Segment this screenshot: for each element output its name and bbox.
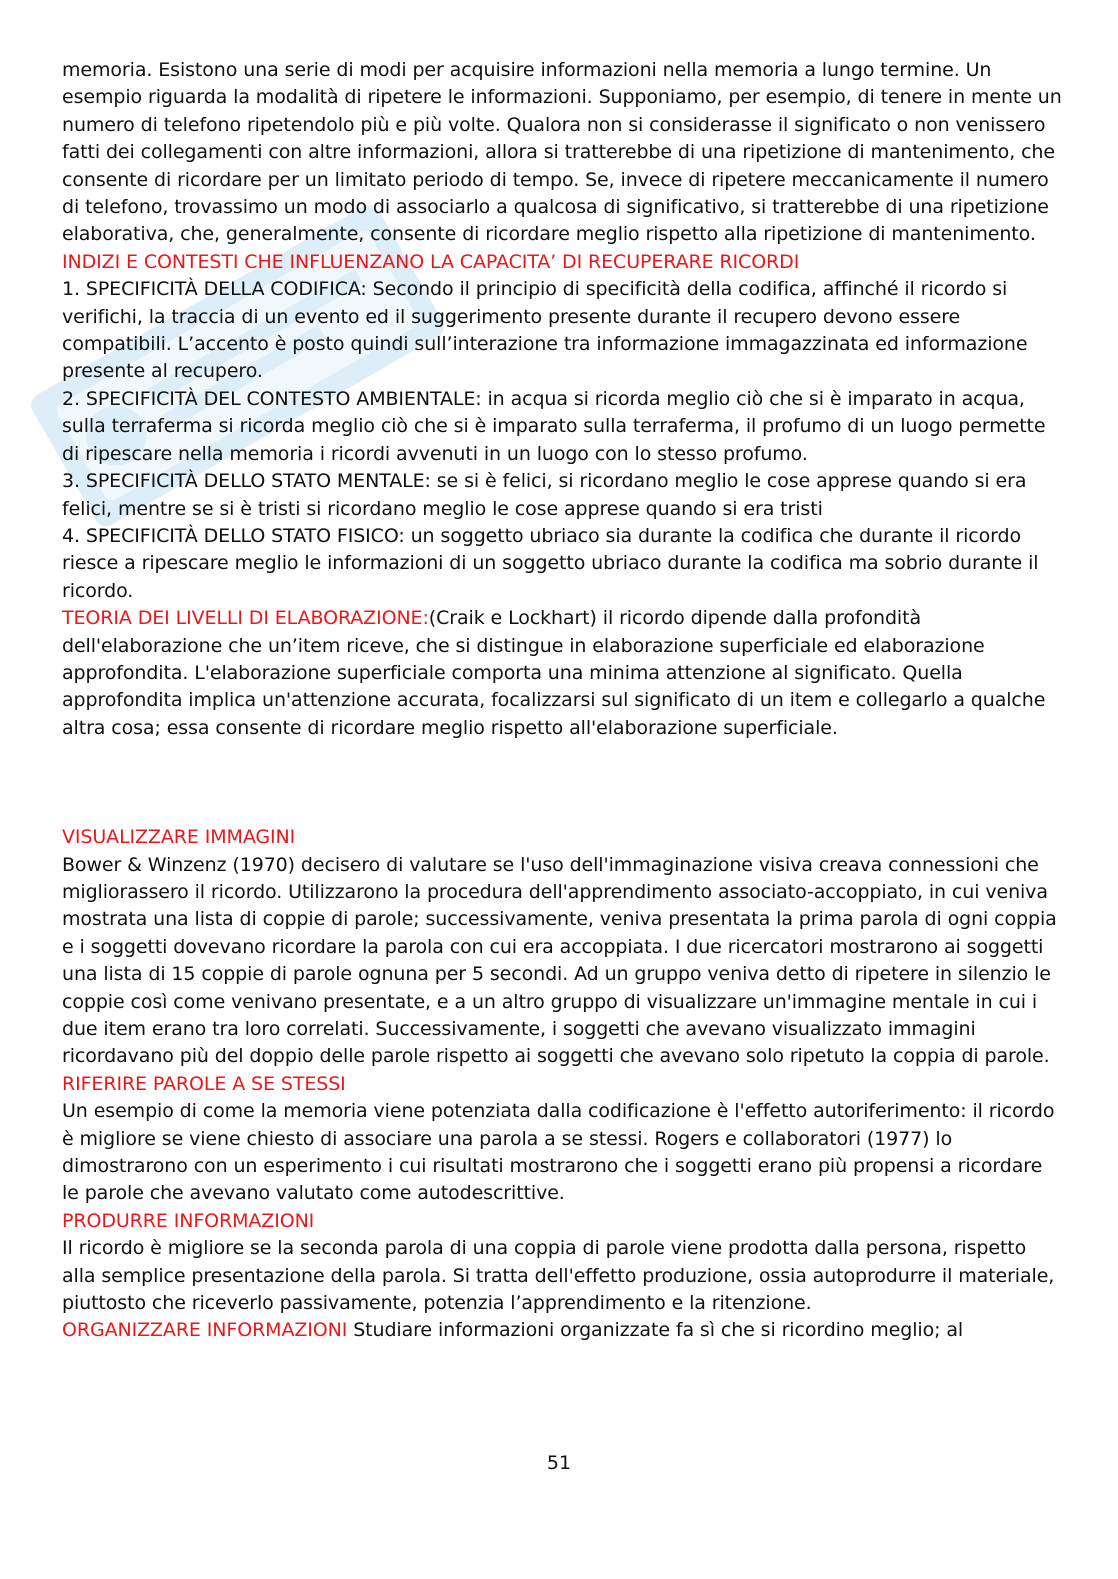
list-item-specificita-codifica: 1. SPECIFICITÀ DELLA CODIFICA: Secondo il principio di specificità della codifica, affinché il ricordo si verifichi, la traccia di un evento ed il suggerimento presente durante il recupero devono essere compatibili. L’accento è posto quindi sull’interazione tra informazione immagazzinata ed informazione presente al recupero.: [62, 278, 1028, 383]
paragraph-produrre: Il ricordo è migliore se la seconda parola di una coppia di parole viene prodotta dalla persona, rispetto alla semplice presentazione della parola. Si tratta dell'effetto produzione, ossia autoprodurre il materiale, piuttosto che riceverlo passivamente, potenzia l’apprendimento e la ritenzione.: [62, 1237, 1055, 1315]
blank-space: [62, 742, 1062, 824]
list-item-specificita-contesto: 2. SPECIFICITÀ DEL CONTESTO AMBIENTALE: in acqua si ricorda meglio ciò che si è imparato in acqua, sulla terraferma si ricorda meglio ciò che si è imparato sulla terraferma, il profumo di un luogo permette di ripescare nella memoria i ricordi avvenuti in un luogo con lo stesso profumo.: [62, 387, 1046, 465]
page-number: 51: [546, 1452, 572, 1474]
organizzare-text: Studiare informazioni organizzate fa sì che si ricordino meglio; al: [347, 1319, 964, 1342]
paragraph-visualizzare: Bower & Winzenz (1970) decisero di valutare se l'uso dell'immaginazione visiva creava connessioni che migliorassero il ricordo. Utilizzarono la procedura dell'apprendimento associato-accoppiato, in cui veniva mostrata una lista di coppie di parole; successivamente, veniva presentata la prima parola di ogni coppia e i soggetti dovevano ricordare la parola con cui era accoppiata. I due ricercatori mostrarono ai soggetti una lista di 15 coppie di parole ognuna per 5 secondi. Ad un gruppo veniva detto di ripetere in silenzio le coppie così come venivano presentate, e a un altro gruppo di visualizzare un'immagine mentale in cui i due item erano tra loro correlati. Successivamente, i soggetti che avevano visualizzato immagini ricordavano più del doppio delle parole rispetto ai soggetti che avevano solo ripetuto la coppia di parole.: [62, 853, 1057, 1068]
heading-visualizzare-immagini: VISUALIZZARE IMMAGINI: [62, 826, 296, 849]
paragraph-organizzare: [62, 1317, 1062, 1344]
heading-organizzare-informazioni: ORGANIZZARE INFORMAZIONI: [62, 1319, 348, 1342]
paragraph-livelli-elaborazione: [62, 605, 1062, 742]
list-item-specificita-stato-mentale: 3. SPECIFICITÀ DELLO STATO MENTALE: se si è felici, si ricordano meglio le cose apprese quando si era felici, mentre se si è tristi si ricordano meglio le cose apprese quando si era tristi: [62, 470, 1027, 520]
heading-indizi-contesti: INDIZI E CONTESTI CHE INFLUENZANO LA CAPACITA’ DI RECUPERARE RICORDI: [62, 250, 800, 273]
heading-livelli-elaborazione: TEORIA DEI LIVELLI DI ELABORAZIONE:: [62, 607, 429, 630]
heading-riferire-parole: RIFERIRE PAROLE A SE STESSI: [62, 1072, 346, 1095]
heading-produrre-informazioni: PRODURRE INFORMAZIONI: [62, 1209, 315, 1232]
paragraph-intro: memoria. Esistono una serie di modi per acquisire informazioni nella memoria a lungo termine. Un esempio riguarda la modalità di ripetere le informazioni. Supponiamo, per esempio, di tenere in mente un numero di telefono ripetendolo più e più volte. Qualora non si considerasse il significato o non venissero fatti dei collegamenti con altre informazioni, allora si tratterebbe di una ripetizione di mantenimento, che consente di ricordare per un limitato periodo di tempo. Se, invece di ripetere meccanicamente il numero di telefono, trovassimo un modo di associarlo a qualcosa di significativo, si tratterebbe di una ripetizione elaborativa, che, generalmente, consente di ricordare meglio rispetto alla ripetizione di mantenimento.: [62, 59, 1062, 246]
list-item-specificita-stato-fisico: 4. SPECIFICITÀ DELLO STATO FISICO: un soggetto ubriaco sia durante la codifica che durante il ricordo riesce a ripescare meglio le informazioni di un soggetto ubriaco durante la codifica ma sobrio durante il ricordo.: [62, 524, 1039, 602]
livelli-text: (Craik e Lockhart) il ricordo dipende dalla profondità dell'elaborazione che un’item riceve, che si distingue in elaborazione superficiale ed elaborazione approfondita. L'elaborazione superficiale comporta una minima attenzione al significato. Quella approfondita implica un'attenzione accurata, focalizzarsi sul significato di un item e collegarlo a qualche altra cosa; essa consente di ricordare meglio rispetto all'elaborazione superficiale.: [62, 607, 1046, 739]
document-body: [62, 57, 1062, 1345]
paragraph-riferire: Un esempio di come la memoria viene potenziata dalla codificazione è l'effetto autoriferimento: il ricordo è migliore se viene chiesto di associare una parola a se stessi. Rogers e collaboratori (1977) lo dimostrarono con un esperimento i cui risultati mostrarono che i soggetti erano più propensi a ricordare le parole che avevano valutato come autodescrittive.: [62, 1100, 1055, 1205]
